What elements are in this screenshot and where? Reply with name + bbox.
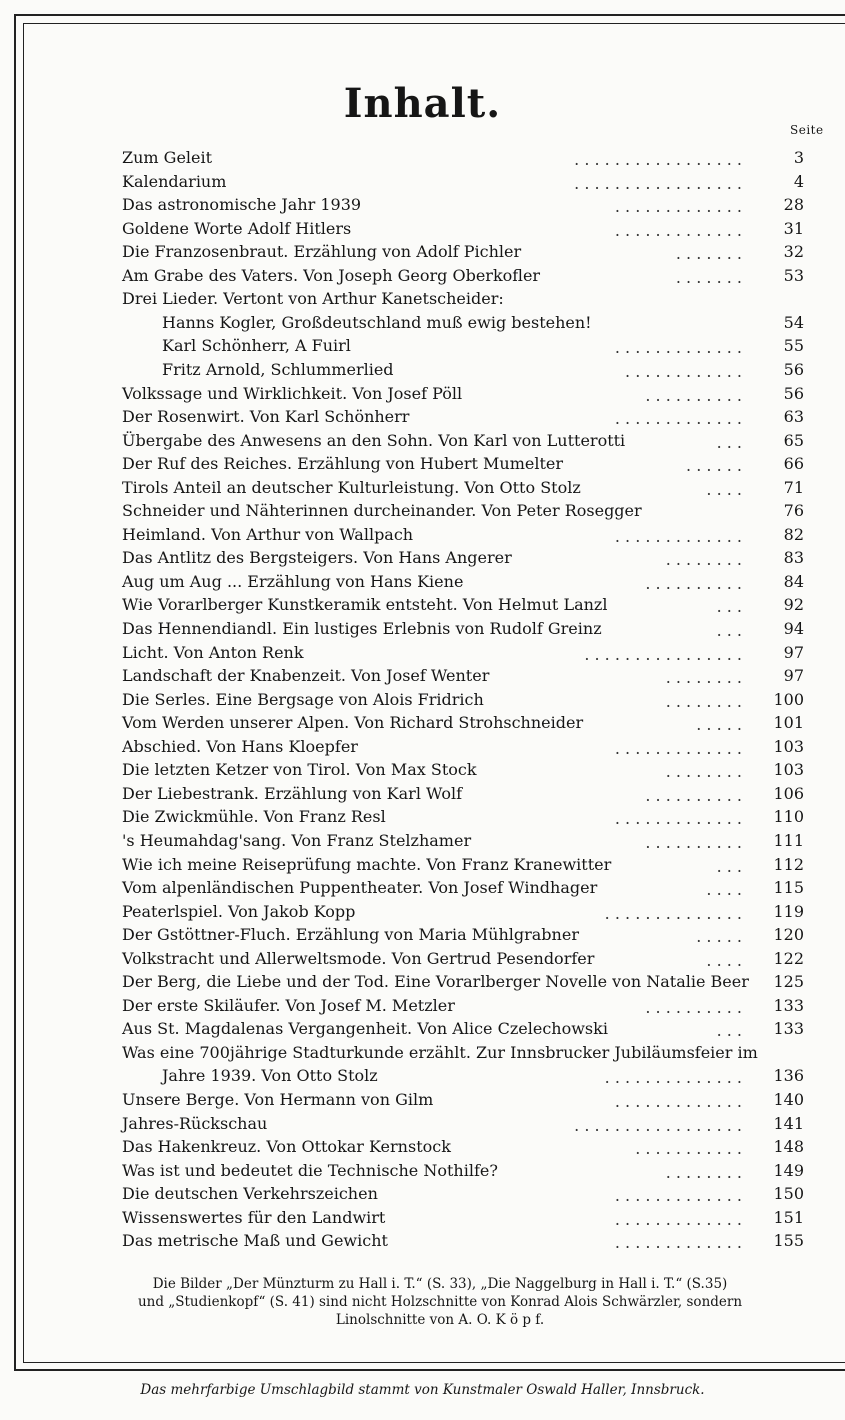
toc-page-number: 94 <box>783 619 804 638</box>
toc-leader-dots: . . . . . . . . <box>665 1163 742 1182</box>
toc-entry-title: Am Grabe des Vaters. Von Joseph Georg Oberkofler <box>122 266 541 285</box>
toc-page-number: 122 <box>773 949 804 968</box>
toc-page-number: 140 <box>773 1090 804 1109</box>
toc-page-number: 155 <box>773 1231 804 1250</box>
toc-entry-title: Tirols Anteil an deutscher Kulturleistung. Von Otto Stolz <box>122 478 581 497</box>
toc-leader-dots: . . . . . . <box>686 456 742 475</box>
page-title: Inhalt. <box>343 80 502 127</box>
toc-leader-dots: . . . <box>716 621 742 640</box>
toc-leader-dots: . . . . . . . . . . <box>645 998 742 1017</box>
toc-entry-title: Der erste Skiläufer. Von Josef M. Metzler <box>122 996 455 1015</box>
toc-page-number: 110 <box>773 807 804 826</box>
toc-entry-title: Übergabe des Anwesens an den Sohn. Von Karl von Lutterotti <box>122 431 626 450</box>
toc-leader-dots: . . . . . . . . . . <box>645 786 742 805</box>
toc-entry-title: Vom Werden unserer Alpen. Von Richard Strohschneider <box>122 713 584 732</box>
toc-entry-title: Der Ruf des Reiches. Erzählung von Hubert Mumelter <box>122 454 563 473</box>
toc-leader-dots: . . . . . . . . . . . . . . . . <box>584 645 742 664</box>
toc-entry-title: Vom alpenländischen Puppentheater. Von Josef Windhager <box>122 878 598 897</box>
toc-entry-title: Kalendarium <box>122 172 227 191</box>
toc-entry-title: Die Serles. Eine Bergsage von Alois Fridrich <box>122 690 484 709</box>
toc-page-number: 100 <box>773 690 804 709</box>
toc-entry <box>122 476 804 500</box>
toc-leader-dots: . . . <box>716 1021 742 1040</box>
toc-leader-dots: . . . . . . . <box>675 268 742 287</box>
toc-page-number: 31 <box>783 219 804 238</box>
toc-page-number: 83 <box>783 548 804 567</box>
toc-page-number: 84 <box>783 572 804 591</box>
toc-entry-title: Volkstracht und Allerweltsmode. Von Gertrud Pesendorfer <box>122 949 595 968</box>
toc-entry-title: Goldene Worte Adolf Hitlers <box>122 219 352 238</box>
toc-page-number: 125 <box>773 972 804 991</box>
toc-entry-title: Das Antlitz des Bergsteigers. Von Hans Angerer <box>122 548 512 567</box>
toc-entry-title: Der Rosenwirt. Von Karl Schönherr <box>122 407 410 426</box>
toc-leader-dots: . . . <box>716 857 742 876</box>
toc-page-number: 53 <box>783 266 804 285</box>
toc-page-number: 54 <box>783 313 804 332</box>
footnote-line: Die Bilder „Der Münzturm zu Hall i. T.“ (S. 33), „Die Naggelburg in Hall i. T.“ (S.35) <box>152 1276 728 1292</box>
toc-entry-title: Das Hakenkreuz. Von Ottokar Kernstock <box>122 1137 451 1156</box>
toc-entry <box>162 358 804 382</box>
toc-leader-dots: . . . . . . . . <box>665 668 742 687</box>
toc-entry <box>122 1182 804 1206</box>
toc-leader-dots: . . . . . . . . . . . . . <box>614 739 742 758</box>
toc-page-number: 32 <box>783 242 804 261</box>
toc-entry <box>162 311 804 335</box>
toc-entry-title: Drei Lieder. Vertont von Arthur Kanetscheider: <box>122 289 504 308</box>
toc-page-number: 141 <box>773 1114 804 1133</box>
toc-entry-title: Wie Vorarlberger Kunstkeramik entsteht. Von Helmut Lanzl <box>122 595 608 614</box>
toc-page-number: 76 <box>783 501 804 520</box>
toc-entry <box>122 429 804 453</box>
toc-leader-dots: . . . . . . . . . . . . . . <box>604 1068 742 1087</box>
toc-page-number: 133 <box>773 996 804 1015</box>
toc-leader-dots: . . . . . . . . . . . . . <box>614 409 742 428</box>
toc-page-number: 148 <box>773 1137 804 1156</box>
toc-leader-dots: . . . . <box>706 951 742 970</box>
toc-entry <box>122 1135 804 1159</box>
toc-entry-title: Unsere Berge. Von Hermann von Gilm <box>122 1090 434 1109</box>
toc-page-number: 115 <box>773 878 804 897</box>
toc-entry <box>122 735 804 759</box>
toc-entry <box>122 1017 804 1041</box>
toc-entry-title: Das astronomische Jahr 1939 <box>122 195 362 214</box>
footnote-line: Linolschnitte von A. O. K ö p f. <box>335 1312 545 1328</box>
toc-page-number: 133 <box>773 1019 804 1038</box>
toc-page-number: 119 <box>773 902 804 921</box>
toc-entry <box>122 664 804 688</box>
toc-entry <box>122 994 804 1018</box>
toc-page-number: 151 <box>773 1208 804 1227</box>
toc-leader-dots: . . . . . . . . . . . . . . . . . <box>574 174 742 193</box>
toc-leader-dots: . . . . . . . . . . . . . <box>614 1092 742 1111</box>
toc-leader-dots: . . . . . . . . . . <box>645 574 742 593</box>
toc-leader-dots: . . . . . . . . . . . . . <box>614 197 742 216</box>
toc-entry-title: Karl Schönherr, A Fuirl <box>162 336 351 355</box>
toc-entry-title: Was ist und bedeutet die Technische Nothilfe? <box>122 1161 498 1180</box>
toc-leader-dots: . . . <box>716 597 742 616</box>
toc-entry <box>122 947 804 971</box>
toc-entry <box>122 593 804 617</box>
toc-entry <box>122 146 804 170</box>
toc-leader-dots: . . . . . . . <box>675 244 742 263</box>
toc-leader-dots: . . . . . . . . . . <box>645 386 742 405</box>
toc-entry-title: Volkssage und Wirklichkeit. Von Josef Pöll <box>122 384 463 403</box>
toc-entry-title: Die Franzosenbraut. Erzählung von Adolf Pichler <box>122 242 522 261</box>
toc-entry <box>122 405 804 429</box>
toc-page-number: 103 <box>773 760 804 779</box>
toc-entry <box>122 641 804 665</box>
cover-image-credit: Das mehrfarbige Umschlagbild stammt von Kunstmaler Oswald Haller, Innsbruck. <box>140 1382 705 1398</box>
toc-page-number: 56 <box>783 360 804 379</box>
toc-page-number: 28 <box>783 195 804 214</box>
toc-entry <box>122 452 804 476</box>
toc-entry-title: 's Heumahdag'sang. Von Franz Stelzhamer <box>122 831 472 850</box>
toc-entry <box>122 688 804 712</box>
toc-entry <box>122 264 804 288</box>
toc-leader-dots: . . . . . <box>696 927 742 946</box>
toc-entry <box>122 617 804 641</box>
toc-entry-title: Der Liebestrank. Erzählung von Karl Wolf <box>122 784 463 803</box>
toc-entry-title: Schneider und Nähterinnen durcheinander. Von Peter Rosegger <box>122 501 642 520</box>
toc-entry-title: Aug um Aug ... Erzählung von Hans Kiene <box>122 572 464 591</box>
toc-entry <box>122 170 804 194</box>
toc-leader-dots: . . . . . . . . <box>665 550 742 569</box>
toc-leader-dots: . . . . . . . . . . . . . <box>614 1210 742 1229</box>
toc-leader-dots: . . . . . . . . . . . . . <box>614 1233 742 1252</box>
toc-leader-dots: . . . . . . . . . . . . . <box>614 527 742 546</box>
toc-entry <box>122 1206 804 1230</box>
toc-entry <box>122 570 804 594</box>
toc-entry-title: Was eine 700jährige Stadturkunde erzählt. Zur Innsbrucker Jubiläumsfeier im <box>122 1043 758 1062</box>
toc-entry <box>122 1159 804 1183</box>
toc-entry-title: Jahres-Rückschau <box>122 1114 268 1133</box>
toc-entry-title: Licht. Von Anton Renk <box>122 643 304 662</box>
toc-page-number: 136 <box>773 1066 804 1085</box>
footnote-line: und „Studienkopf“ (S. 41) sind nicht Holzschnitte von Konrad Alois Schwärzler, sondern <box>137 1294 743 1310</box>
toc-entry-title: Die letzten Ketzer von Tirol. Von Max Stock <box>122 760 477 779</box>
toc-entry-title: Das Hennendiandl. Ein lustiges Erlebnis von Rudolf Greinz <box>122 619 602 638</box>
toc-leader-dots: . . . . . . . . . . . . . <box>614 809 742 828</box>
toc-leader-dots: . . . <box>716 433 742 452</box>
toc-leader-dots: . . . . . . . . . . . . . <box>614 338 742 357</box>
toc-page-number: 4 <box>793 172 804 191</box>
toc-page-number: 101 <box>773 713 804 732</box>
toc-leader-dots: . . . . . . . . . . . . . . . . . <box>574 1116 742 1135</box>
toc-entry <box>122 523 804 547</box>
toc-entry <box>162 334 804 358</box>
toc-leader-dots: . . . . . . . . . . . . <box>625 362 742 381</box>
toc-entry <box>122 711 804 735</box>
toc-leader-dots: . . . . <box>706 480 742 499</box>
toc-page-number: 120 <box>773 925 804 944</box>
toc-entry <box>122 193 804 217</box>
toc-entry <box>122 1088 804 1112</box>
page-column-header: Seite <box>790 123 824 137</box>
toc-page-number: 112 <box>773 855 804 874</box>
toc-page-number: 71 <box>783 478 804 497</box>
toc-entry <box>122 240 804 264</box>
toc-entry <box>122 876 804 900</box>
toc-entry-title: Heimland. Von Arthur von Wallpach <box>122 525 414 544</box>
toc-entry <box>122 829 804 853</box>
toc-entry-title: Die deutschen Verkehrszeichen <box>122 1184 378 1203</box>
toc-entry-title: Wissenswertes für den Landwirt <box>122 1208 386 1227</box>
toc-entry-title: Der Gstöttner-Fluch. Erzählung von Maria Mühlgrabner <box>122 925 579 944</box>
toc-entry-title: Hanns Kogler, Großdeutschland muß ewig bestehen! <box>162 313 592 332</box>
toc-page-number: 97 <box>783 666 804 685</box>
toc-page-number: 56 <box>783 384 804 403</box>
toc-entry-title: Fritz Arnold, Schlummerlied <box>162 360 394 379</box>
toc-page-number: 111 <box>773 831 804 850</box>
toc-entry-title: Zum Geleit <box>122 148 213 167</box>
toc-page-number: 65 <box>783 431 804 450</box>
toc-entry <box>122 970 804 994</box>
toc-entry <box>122 1112 804 1136</box>
toc-leader-dots: . . . . . . . . <box>665 762 742 781</box>
toc-page-number: 66 <box>783 454 804 473</box>
toc-entry <box>122 923 804 947</box>
toc-entry-title: Aus St. Magdalenas Vergangenheit. Von Alice Czelechowski <box>122 1019 608 1038</box>
toc-entry <box>122 546 804 570</box>
toc-page-number: 149 <box>773 1161 804 1180</box>
toc-entry-title: Wie ich meine Reiseprüfung machte. Von Franz Kranewitter <box>122 855 612 874</box>
toc-entry <box>122 287 804 311</box>
toc-leader-dots: . . . . . . . . . . . . . <box>614 1186 742 1205</box>
toc-page-number: 63 <box>783 407 804 426</box>
footnote <box>120 1275 760 1329</box>
toc-leader-dots: . . . . . . . . . . . . . <box>614 221 742 240</box>
toc-leader-dots: . . . . . . . . . . . . . . <box>604 904 742 923</box>
toc-leader-dots: . . . . . <box>696 715 742 734</box>
toc-leader-dots: . . . . . . . . . . . . . . . . . <box>574 150 742 169</box>
toc-entry-title: Die Zwickmühle. Von Franz Resl <box>122 807 386 826</box>
toc-entry-title: Abschied. Von Hans Kloepfer <box>122 737 358 756</box>
toc-entry <box>162 1064 804 1088</box>
toc-entry <box>122 217 804 241</box>
toc-entry <box>122 382 804 406</box>
toc-leader-dots: . . . . . . . . . . <box>645 833 742 852</box>
toc-page-number: 82 <box>783 525 804 544</box>
toc-entry <box>122 805 804 829</box>
toc-leader-dots: . . . . . . . . <box>665 692 742 711</box>
toc-page-number: 55 <box>783 336 804 355</box>
toc-entry-title: Jahre 1939. Von Otto Stolz <box>162 1066 378 1085</box>
toc-entry <box>122 853 804 877</box>
toc-entry <box>122 1041 804 1065</box>
toc-entry <box>122 900 804 924</box>
toc-entry-title: Der Berg, die Liebe und der Tod. Eine Vorarlberger Novelle von Natalie Beer <box>122 972 749 991</box>
toc-entry-title: Peaterlspiel. Von Jakob Kopp <box>122 902 356 921</box>
toc-page-number: 92 <box>783 595 804 614</box>
toc-entry <box>122 499 804 523</box>
toc-entry <box>122 782 804 806</box>
toc-page-number: 150 <box>773 1184 804 1203</box>
toc-leader-dots: . . . . <box>706 880 742 899</box>
toc-page-number: 103 <box>773 737 804 756</box>
toc-page-number: 3 <box>793 148 804 167</box>
toc-entry-title: Das metrische Maß und Gewicht <box>122 1231 388 1250</box>
toc-entry-title: Landschaft der Knabenzeit. Von Josef Wenter <box>122 666 490 685</box>
toc-entry <box>122 1229 804 1253</box>
toc-entry <box>122 758 804 782</box>
toc-page-number: 106 <box>773 784 804 803</box>
toc-page-number: 97 <box>783 643 804 662</box>
toc-leader-dots: . . . . . . . . . . . <box>635 1139 742 1158</box>
